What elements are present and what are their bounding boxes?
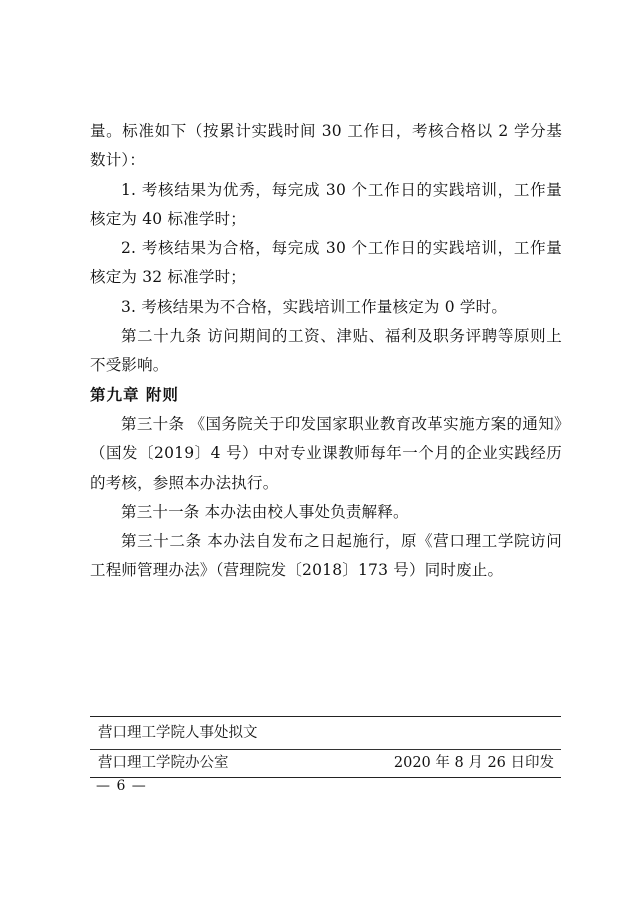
paragraph-fail: 3. 考核结果为不合格，实践培训工作量核定为 0 学时。 — [121, 297, 508, 316]
drafted-by: 营口理工学院人事处拟文 — [98, 725, 258, 741]
footer-bottom-rule — [90, 777, 561, 778]
chapter-heading: 第九章 附则 — [90, 385, 179, 404]
issuer: 营口理工学院办公室 — [98, 755, 229, 771]
article-30: 第三十条 《国务院关于印发国家职业教育改革实施方案的通知》（国发〔2019〕4 号）中对专业课教师每年一个月的企业实践经历的考核，参照本办法执行。 — [90, 414, 562, 492]
article-31: 第三十一条 本办法由校人事处负责解释。 — [121, 502, 409, 521]
document-body — [90, 117, 562, 586]
article-29: 第二十九条 访问期间的工资、津贴、福利及职务评聘等原则上不受影响。 — [90, 327, 562, 375]
footer-issuer-row — [98, 753, 554, 773]
page-number: — 6 — — [96, 778, 147, 794]
footer-middle-rule — [90, 749, 561, 750]
paragraph-pass: 2. 考核结果为合格，每完成 30 个工作日的实践培训，工作量核定为 32 标准学时； — [90, 239, 562, 287]
footer-top-rule — [90, 716, 561, 717]
issue-date: 2020 年 8 月 26 日印发 — [393, 755, 554, 771]
paragraph-standard-intro: 量。标准如下（按累计实践时间 30 工作日，考核合格以 2 学分基数计）： — [90, 122, 562, 170]
paragraph-excellent: 1. 考核结果为优秀，每完成 30 个工作日的实践培训，工作量核定为 40 标准学时； — [90, 180, 562, 228]
footer-drafted-by-row — [98, 723, 554, 743]
article-32: 第三十二条 本办法自发布之日起施行，原《营口理工学院访问工程师管理办法》（营理院发〔2018〕173 号）同时废止。 — [90, 532, 562, 580]
